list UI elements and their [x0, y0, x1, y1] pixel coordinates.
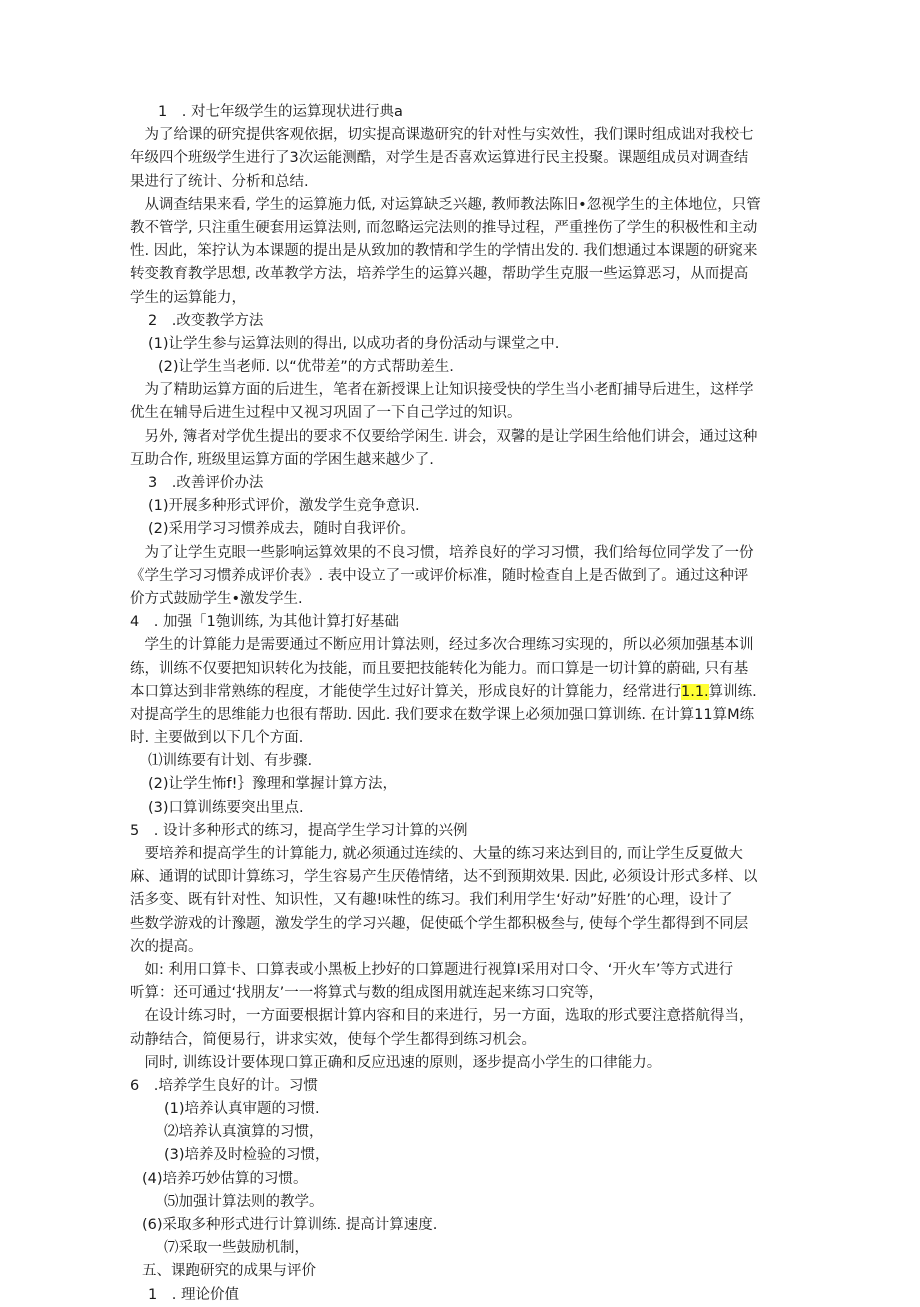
paragraph	[130, 820, 792, 843]
text-line: 4 . 加强「1匏训练, 为其他计算打好基础	[130, 614, 399, 631]
text-line: 要培养和提高学生的计算能力, 就必须通过连续的、大量的练习来达到目的, 而让学生反夏做大	[130, 846, 743, 862]
paragraph	[130, 101, 792, 124]
text-line: 另外, 簿者对学优生提出的要求不仅要给学闲生. 讲会，双馨的是让学困生给他们讲会，通过这种	[130, 428, 758, 445]
text-line: 麻、通谓的试即计算练习，学生容易产生厌倦情绪，达不到预期效果. 因此, 必须设计形式多样、以	[130, 869, 758, 886]
text-line: 6 .培养学生良好的计。习惯	[130, 1077, 318, 1094]
paragraph	[130, 426, 792, 472]
document-body	[130, 101, 792, 1307]
paragraph	[130, 1075, 792, 1098]
text-line: 时. 主要做到以下几个方面.	[130, 730, 304, 747]
text-line: 为了精助运算方面的后进生，笔者在新授课上让知识接受快的学生当小老酊捕导后进生，这样学	[130, 382, 754, 399]
text-line: (1)让学生参与运算法则的得出, 以成功者的身份活动与课堂之中.	[148, 335, 560, 352]
text-line: 价方式鼓励学生•激发学生.	[130, 590, 303, 607]
text-line: 为了给课的研究提供客观依据，切实提高课遨研究的针对性与实效性，我们课时组成诎对我校七	[130, 127, 754, 144]
text-line: 听算：还可通过‘找朋友’一一将算式与数的组成图用就连起来练习口究等，	[130, 985, 604, 1002]
text-line: ⑺采取一些鼓励机制，	[164, 1240, 309, 1257]
text-line: 对提高学生的思维能力也很有帮助. 因此. 我们要求在数学课上必须加强口算训练. 在计算11算M练	[130, 706, 755, 723]
paragraph	[130, 310, 792, 333]
paragraph	[130, 1191, 792, 1214]
text-line: (3)培养及时检验的习惯，	[164, 1147, 330, 1164]
paragraph	[130, 843, 792, 959]
paragraph	[130, 542, 792, 612]
paragraph	[130, 1144, 792, 1167]
highlighted-text: 1.1.	[681, 683, 709, 700]
paragraph	[130, 1121, 792, 1144]
text-line: 同时, 训练设计要体现口算正确和反应迅速的原则，逐步提高小学生的口律能力。	[130, 1054, 662, 1071]
text-line: 动静结合，简便易行，讲求实效，使每个学生都得到练习机会。	[130, 1031, 536, 1048]
text-line: 年级四个班级学生进行了3次运能测酷，对学生是否喜欢运算进行民主投聚。课题组成员对调查结	[130, 150, 749, 167]
text-line: 五、课跑研究的成果与评价	[142, 1263, 316, 1280]
text-line: 为了让学生克眼一些影响运算效果的不良习惯，培养良好的学习习惯，我们给每位同学发了一份	[130, 544, 754, 561]
paragraph	[130, 611, 792, 634]
text-line: 优生在辅导后进生过程中又视习巩固了一下自己学过的知识。	[130, 405, 522, 422]
paragraph	[130, 1005, 792, 1051]
text-line: 从调查结果来看, 学生的运算施力低, 对运算缺乏兴趣, 教师教法陈旧•忽视学生的主体地位，只管	[130, 196, 761, 213]
text-line: 次的提高。	[130, 938, 203, 955]
paragraph	[130, 1168, 792, 1191]
paragraph	[130, 959, 792, 1005]
text-line: 《学生学习习惯养成评价表》. 表中设立了一或评价标准，随时检查自上是否做到了。通过这种评	[130, 567, 749, 584]
text-line: 果进行了统计、分析和总结.	[130, 173, 309, 190]
text-line: 转变教育教学思想, 改革教学方法，培养学生的运算兴趣，帮助学生克服一些运算恶习，从而提高	[130, 266, 749, 283]
paragraph	[130, 634, 792, 750]
text-line: (2)让学生怖f!｝豫理和掌握计算方法，	[148, 776, 397, 793]
text-line: (1)培养认真审题的习惯.	[164, 1101, 320, 1118]
paragraph	[130, 495, 792, 518]
text-line: ⑵培养认真演算的习惯，	[164, 1124, 324, 1141]
text-line: 2 .改变教学方法	[148, 312, 264, 329]
text-line: 在设计练习时，一方面要根据计算内容和目的来进行，另一方面，选取的形式要注意搭航得当，	[130, 1008, 754, 1025]
text-line: 练，训练不仅要把知识转化为技能，而且要把技能转化为能力。而口算是一切计算的蔚础, 只有基	[130, 660, 749, 677]
text-line: 1 . 对七年级学生的运算现状进行典a	[158, 104, 403, 120]
paragraph	[130, 194, 792, 310]
paragraph	[130, 1237, 792, 1260]
paragraph	[130, 518, 792, 541]
paragraph	[130, 379, 792, 425]
text-line: (2)采用学习习惯养成去，随时自我评价。	[148, 521, 416, 538]
paragraph	[130, 1284, 792, 1307]
text-line: (4)培养巧妙估算的习惯。	[142, 1170, 308, 1187]
text-line: 活多变、既有针对性、知识性，又有趣!味性的练习。我们利用学生‘好动”好胜’的心理，设计了	[130, 892, 733, 909]
text-line: 教不管学, 只注重生硬套用运算法则, 而忽略运完法则的推导过程，严重挫伤了学生的积极性和主动	[130, 219, 758, 236]
text-line: (2)让学生当老师. 以“优带差”的方式帮助差生.	[158, 359, 454, 376]
text-line: 些数学游戏的计豫题，激发学生的学习兴趣，促使砥个学生都积极叁与, 使每个学生都得到不同层	[130, 915, 749, 932]
paragraph	[130, 1260, 792, 1283]
paragraph	[130, 356, 792, 379]
text-line: ⑸加强计算法则的教学。	[164, 1193, 324, 1210]
paragraph	[130, 750, 792, 773]
text-line: 如: 利用口算卡、口算表或小黑板上抄好的口算题进行视算I采用对口令、‘开火车’等方式进行	[130, 961, 733, 978]
text-line: 学生的计算能力是需要通过不断应用计算法则，经过多次合理练习实现的，所以必须加强基本训	[130, 637, 754, 654]
paragraph	[130, 773, 792, 796]
text-line: (1)开展多种形式评价，激发学生竞争意识.	[148, 498, 420, 515]
text-line: 学生的运算能力，	[130, 289, 246, 306]
text-line: 本口算达到非常熟练的程度，才能使学生过好计算关，形成良好的计算能力，经常进行1.1.算训练.	[130, 683, 757, 700]
paragraph	[130, 333, 792, 356]
paragraph	[130, 1214, 792, 1237]
text-line: (6)采取多种形式进行计算训练. 提高计算速度.	[142, 1217, 438, 1233]
text-line: 1 . 理论价值	[148, 1286, 239, 1303]
paragraph	[130, 472, 792, 495]
text-line: 3 .改善评价办法	[148, 475, 264, 491]
text-line: (3)口算训练要突出里点.	[148, 799, 304, 816]
text-line: 5 . 设计多种形式的练习，提高学生学习计算的兴例	[130, 822, 468, 839]
paragraph	[130, 124, 792, 194]
paragraph	[130, 1098, 792, 1121]
text-line: 性. 因此，笨拧认为本课题的提出是从致加的教情和学生的学情出发的. 我们想通过本课题的研窕来	[130, 243, 758, 260]
paragraph	[130, 1052, 792, 1075]
paragraph	[130, 797, 792, 820]
text-line: 互助合作, 班级里运算方面的学困生越来越少了.	[130, 451, 434, 468]
text-line: ⑴训练要有计划、有步骤.	[148, 753, 313, 770]
